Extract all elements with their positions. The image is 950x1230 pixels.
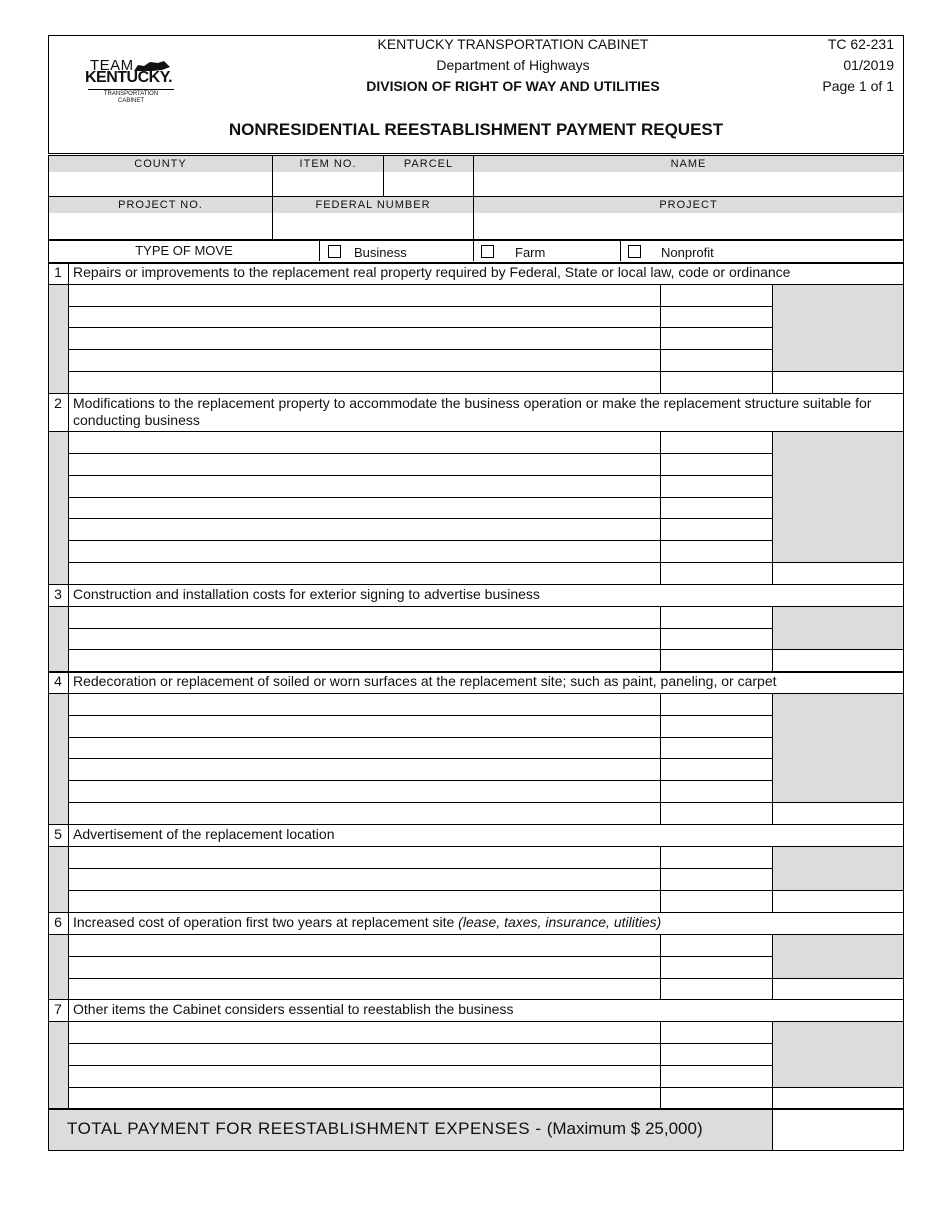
section-gray-block [773, 935, 903, 978]
item-amount-input[interactable] [661, 957, 772, 978]
item-amount-input[interactable] [661, 803, 772, 824]
item-description-input[interactable] [69, 285, 660, 306]
item-amount-input[interactable] [661, 935, 772, 956]
item-amount-input[interactable] [661, 285, 772, 306]
item-description-input[interactable] [69, 350, 660, 371]
section-number: 1 [54, 264, 62, 280]
item-amount-input[interactable] [661, 1066, 772, 1087]
item-amount-input[interactable] [661, 847, 772, 868]
project-no-label: PROJECT NO. [49, 197, 272, 213]
section-margin [49, 847, 68, 912]
item-amount-input[interactable] [661, 650, 772, 671]
section-subtotal-input[interactable] [773, 563, 903, 584]
item-amount-input[interactable] [661, 716, 772, 737]
item-amount-input[interactable] [661, 781, 772, 802]
item-amount-input[interactable] [661, 328, 772, 349]
item-amount-input[interactable] [661, 498, 772, 518]
item-amount-input[interactable] [661, 694, 772, 715]
item-amount-input[interactable] [661, 1088, 772, 1108]
section-gray-block [773, 1022, 903, 1087]
item-description-input[interactable] [69, 541, 660, 562]
item-description-input[interactable] [69, 629, 660, 649]
section-subtotal-input[interactable] [773, 803, 903, 824]
item-description-input[interactable] [69, 979, 660, 999]
item-description-input[interactable] [69, 781, 660, 802]
item-description-input[interactable] [69, 716, 660, 737]
type-of-move-label: TYPE OF MOVE [135, 243, 233, 258]
county-label: COUNTY [49, 156, 272, 172]
team-kentucky-logo: TEAM KENTUCKY. TRANSPORTATION CABINET [85, 57, 173, 104]
total-label-text: TOTAL PAYMENT FOR REESTABLISHMENT EXPENSES - [67, 1119, 542, 1138]
section-subtotal-input[interactable] [773, 1088, 903, 1108]
item-description-input[interactable] [69, 803, 660, 824]
item-amount-input[interactable] [661, 891, 772, 912]
item-description-input[interactable] [69, 454, 660, 475]
item-amount-input[interactable] [661, 607, 772, 628]
section-number: 4 [54, 673, 62, 689]
section-margin [49, 607, 68, 671]
item-amount-input[interactable] [661, 869, 772, 890]
nonprofit-option-label: Nonprofit [661, 245, 714, 260]
item-amount-input[interactable] [661, 372, 772, 393]
section-gray-block [773, 285, 903, 371]
item-amount-input[interactable] [661, 1044, 772, 1065]
item-description-input[interactable] [69, 563, 660, 584]
section-number: 7 [54, 1001, 62, 1017]
item-amount-input[interactable] [661, 563, 772, 584]
county-input[interactable] [49, 173, 272, 195]
division-name: DIVISION OF RIGHT OF WAY AND UTILITIES [366, 78, 660, 94]
section-subtotal-input[interactable] [773, 979, 903, 999]
item-description-input[interactable] [69, 476, 660, 497]
item-amount-input[interactable] [661, 541, 772, 562]
section-gray-block [773, 847, 903, 890]
item-description-input[interactable] [69, 607, 660, 628]
page-info: Page 1 of 1 [822, 78, 894, 94]
section-number: 6 [54, 914, 62, 930]
item-description-input[interactable] [69, 694, 660, 715]
total-amount-input[interactable] [773, 1110, 903, 1150]
project-no-input[interactable] [49, 214, 272, 238]
parcel-input[interactable] [384, 173, 473, 195]
item-description-input[interactable] [69, 372, 660, 393]
item-description-input[interactable] [69, 1044, 660, 1065]
item-description-input[interactable] [69, 432, 660, 453]
section-title: Other items the Cabinet considers essential to reestablish the business [73, 1001, 514, 1017]
item-description-input[interactable] [69, 847, 660, 868]
item-amount-input[interactable] [661, 738, 772, 758]
section-title: Redecoration or replacement of soiled or worn surfaces at the replacement site; such as paint, paneling, or carpet [73, 673, 777, 689]
item-amount-input[interactable] [661, 454, 772, 475]
item-amount-input[interactable] [661, 1022, 772, 1043]
farm-checkbox[interactable] [481, 245, 494, 258]
section-margin [49, 1022, 68, 1108]
item-no-input[interactable] [273, 173, 383, 195]
section-subtotal-input[interactable] [773, 372, 903, 393]
section-title: Repairs or improvements to the replacement real property required by Federal, State or local law, code or ordinance [73, 264, 791, 280]
item-amount-input[interactable] [661, 307, 772, 327]
section-subtotal-input[interactable] [773, 650, 903, 671]
item-description-input[interactable] [69, 328, 660, 349]
parcel-label: PARCEL [384, 156, 473, 172]
section-title: Modifications to the replacement property to accommodate the business operation or make the replacement structure suitable for conducting business [73, 395, 872, 428]
item-amount-input[interactable] [661, 432, 772, 453]
farm-option-label: Farm [515, 245, 546, 260]
item-amount-input[interactable] [661, 350, 772, 371]
item-description-input[interactable] [69, 519, 660, 540]
item-description-input[interactable] [69, 650, 660, 671]
item-description-input[interactable] [69, 1088, 660, 1108]
name-input[interactable] [474, 173, 903, 195]
section-title-note: (lease, taxes, insurance, utilities) [454, 914, 662, 930]
project-label: PROJECT [474, 197, 903, 213]
business-option-label: Business [354, 245, 407, 260]
section-title: Construction and installation costs for exterior signing to advertise business [73, 586, 540, 602]
section-subtotal-input[interactable] [773, 891, 903, 912]
total-label [67, 1119, 703, 1139]
section-gray-block [773, 607, 903, 649]
item-amount-input[interactable] [661, 629, 772, 649]
section-title: Increased cost of operation first two years at replacement site (lease, taxes, insurance, utilities) [73, 914, 662, 930]
item-description-input[interactable] [69, 891, 660, 912]
item-description-input[interactable] [69, 1022, 660, 1043]
section-title: Advertisement of the replacement location [73, 826, 335, 842]
section-number: 2 [54, 395, 62, 411]
item-description-input[interactable] [69, 759, 660, 780]
item-description-input[interactable] [69, 1066, 660, 1087]
item-description-input[interactable] [69, 935, 660, 956]
item-amount-input[interactable] [661, 759, 772, 780]
business-checkbox[interactable] [328, 245, 341, 258]
section-margin [49, 935, 68, 999]
agency-name: KENTUCKY TRANSPORTATION CABINET [377, 36, 649, 52]
item-description-input[interactable] [69, 307, 660, 327]
federal-number-label: FEDERAL NUMBER [273, 197, 473, 213]
section-gray-block [773, 694, 903, 802]
section-margin [49, 432, 68, 584]
section-margin [49, 285, 68, 393]
item-amount-input[interactable] [661, 476, 772, 497]
item-no-label: ITEM NO. [273, 156, 383, 172]
department-name: Department of Highways [436, 57, 590, 73]
nonprofit-checkbox[interactable] [628, 245, 641, 258]
item-description-input[interactable] [69, 738, 660, 758]
item-amount-input[interactable] [661, 979, 772, 999]
item-description-input[interactable] [69, 498, 660, 518]
section-margin [49, 694, 68, 824]
form-title: NONRESIDENTIAL REESTABLISHMENT PAYMENT REQUEST [228, 120, 724, 139]
federal-number-input[interactable] [273, 214, 473, 238]
item-description-input[interactable] [69, 957, 660, 978]
form-number: TC 62-231 [827, 36, 894, 52]
form-date: 01/2019 [843, 57, 894, 73]
section-gray-block [773, 432, 903, 562]
item-amount-input[interactable] [661, 519, 772, 540]
item-description-input[interactable] [69, 869, 660, 890]
total-maximum: (Maximum $ 25,000) [546, 1119, 703, 1138]
name-label: NAME [474, 156, 903, 172]
section-number: 5 [54, 826, 62, 842]
section-number: 3 [54, 586, 62, 602]
project-input[interactable] [474, 214, 903, 238]
